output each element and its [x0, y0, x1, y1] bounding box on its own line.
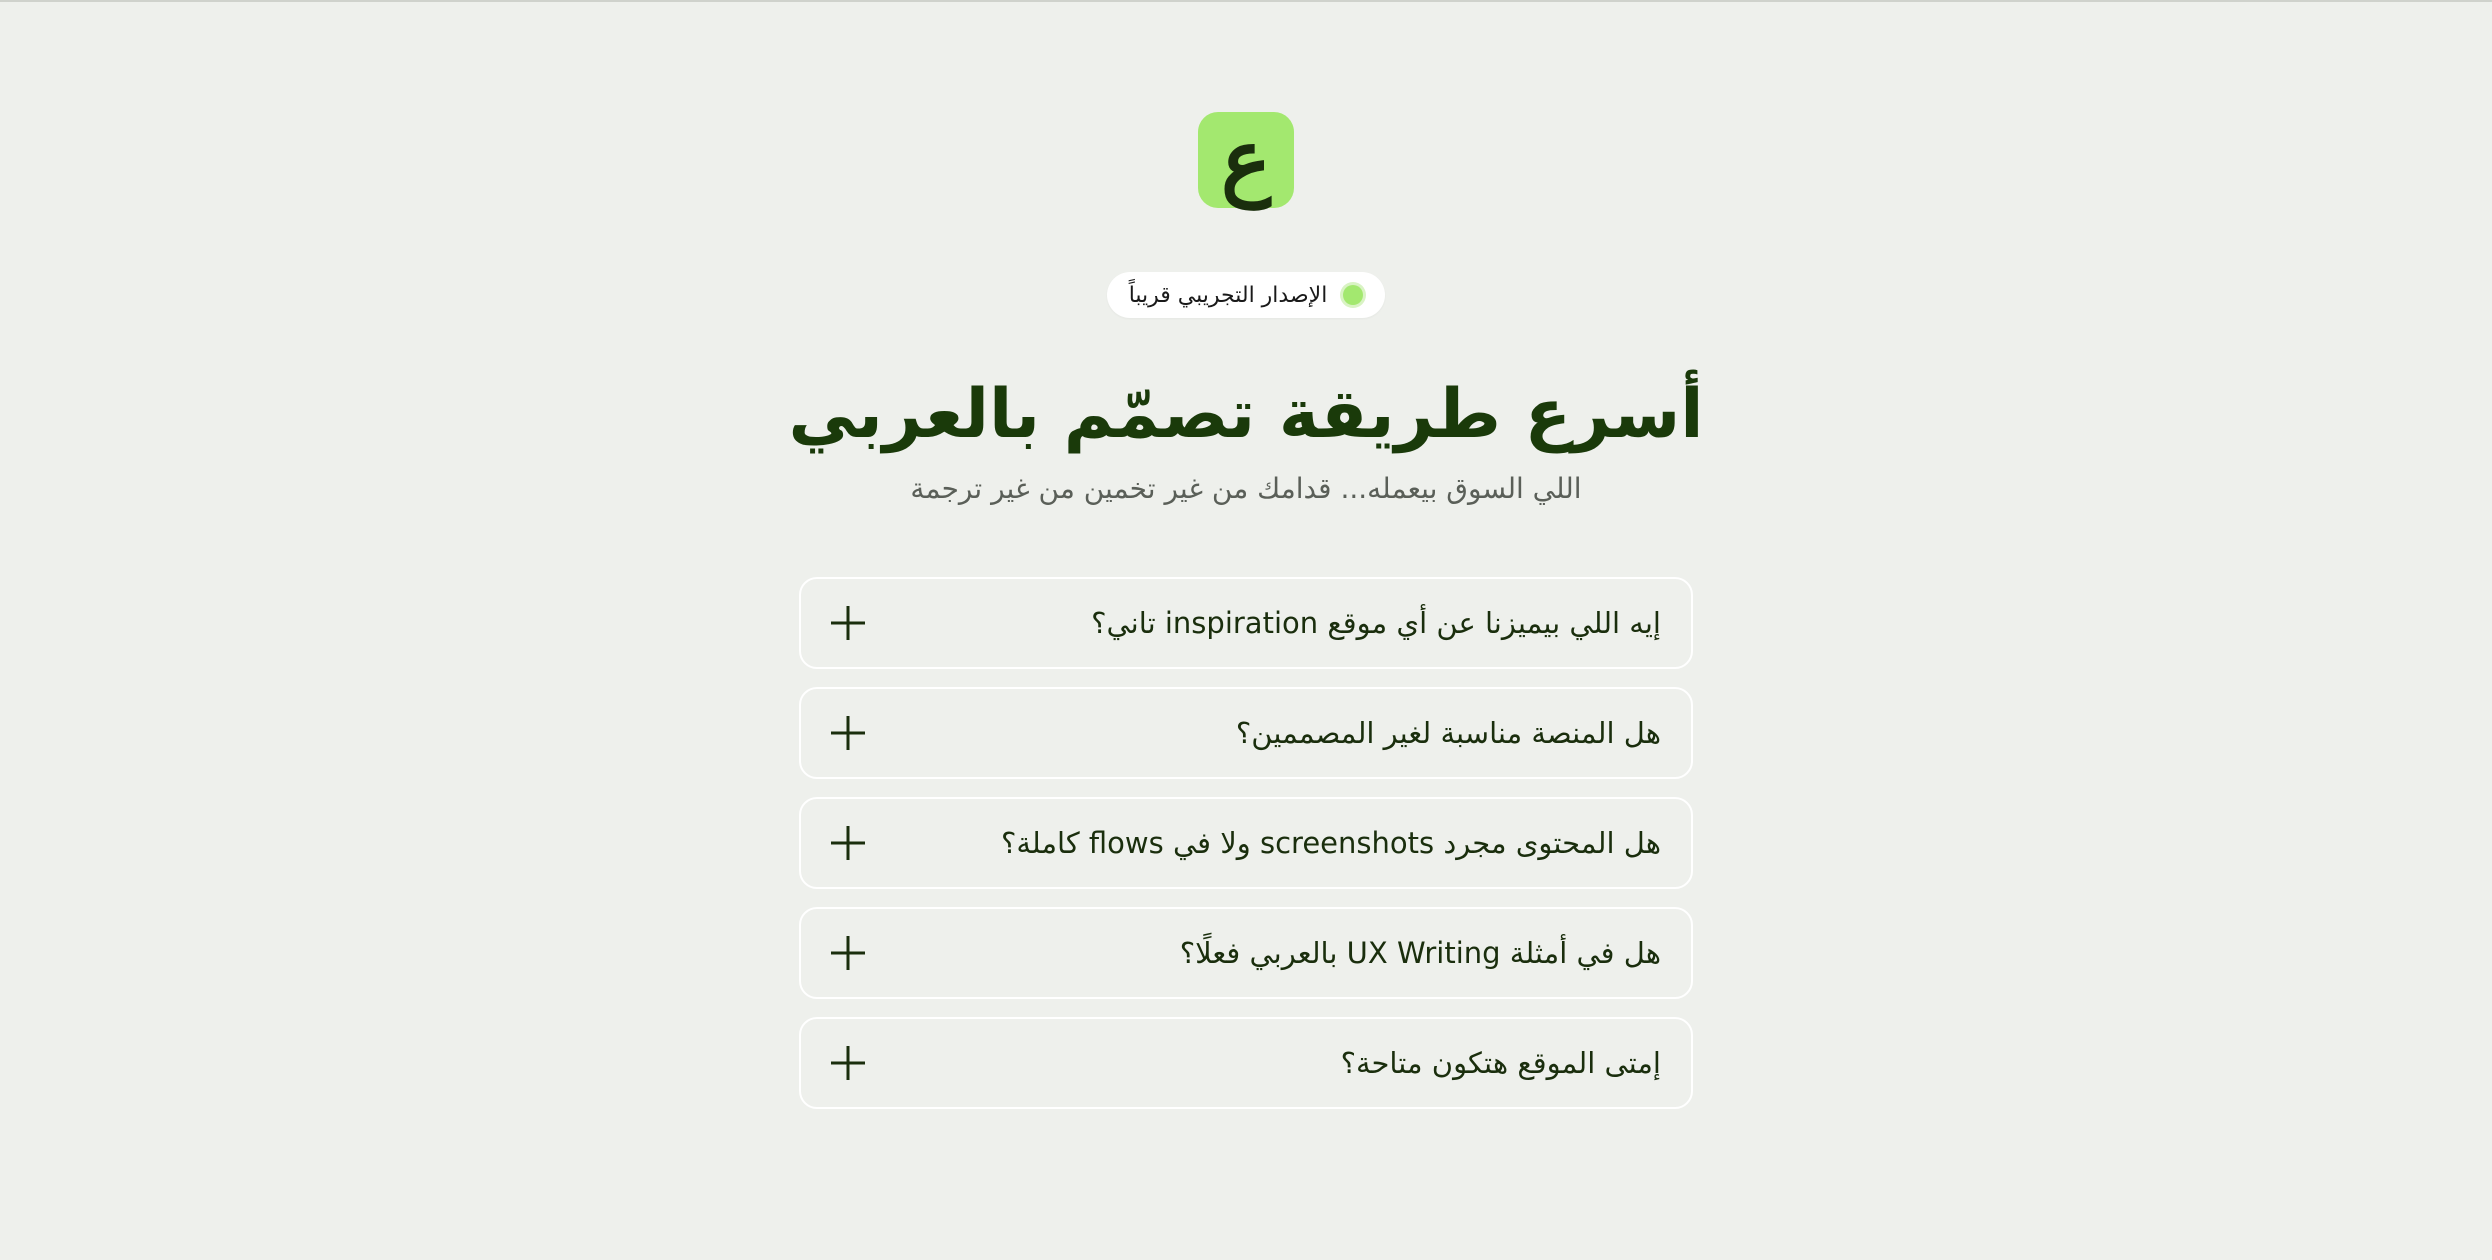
- faq-item-ux-writing[interactable]: [799, 907, 1693, 999]
- faq-item-flows[interactable]: [799, 797, 1693, 889]
- logo-glyph: ع: [1220, 110, 1272, 209]
- ain-letter-logo-icon: [1198, 112, 1294, 208]
- plus-icon[interactable]: [831, 936, 865, 970]
- plus-icon[interactable]: [831, 826, 865, 860]
- badge-label: الإصدار التجريبي قريباً: [1128, 282, 1328, 308]
- beta-coming-soon-badge: [1107, 272, 1386, 318]
- faq-item-non-designers[interactable]: [799, 687, 1693, 779]
- faq-question: هل المحتوى مجرد screenshots ولا في flows كاملة؟: [1000, 826, 1661, 861]
- top-border: [0, 0, 2492, 2]
- status-dot-icon: [1343, 285, 1363, 305]
- page-title: أسرع طريقة تصمّم بالعربي: [788, 375, 1704, 454]
- plus-icon[interactable]: [831, 1046, 865, 1080]
- faq-question: إمتى الموقع هتكون متاحة؟: [1340, 1046, 1661, 1081]
- page-subtitle: اللي السوق بيعمله... قدامك من غير تخمين من غير ترجمة: [910, 472, 1582, 506]
- plus-icon[interactable]: [831, 716, 865, 750]
- plus-icon[interactable]: [831, 606, 865, 640]
- faq-item-differentiator[interactable]: [799, 577, 1693, 669]
- faq-question: إيه اللي بيميزنا عن أي موقع inspiration تاني؟: [1091, 606, 1661, 641]
- faq-question: هل في أمثلة UX Writing بالعربي فعلًا؟: [1179, 936, 1661, 971]
- faq-question: هل المنصة مناسبة لغير المصممين؟: [1235, 716, 1661, 751]
- faq-item-availability[interactable]: [799, 1017, 1693, 1109]
- faq-accordion: [799, 577, 1693, 1109]
